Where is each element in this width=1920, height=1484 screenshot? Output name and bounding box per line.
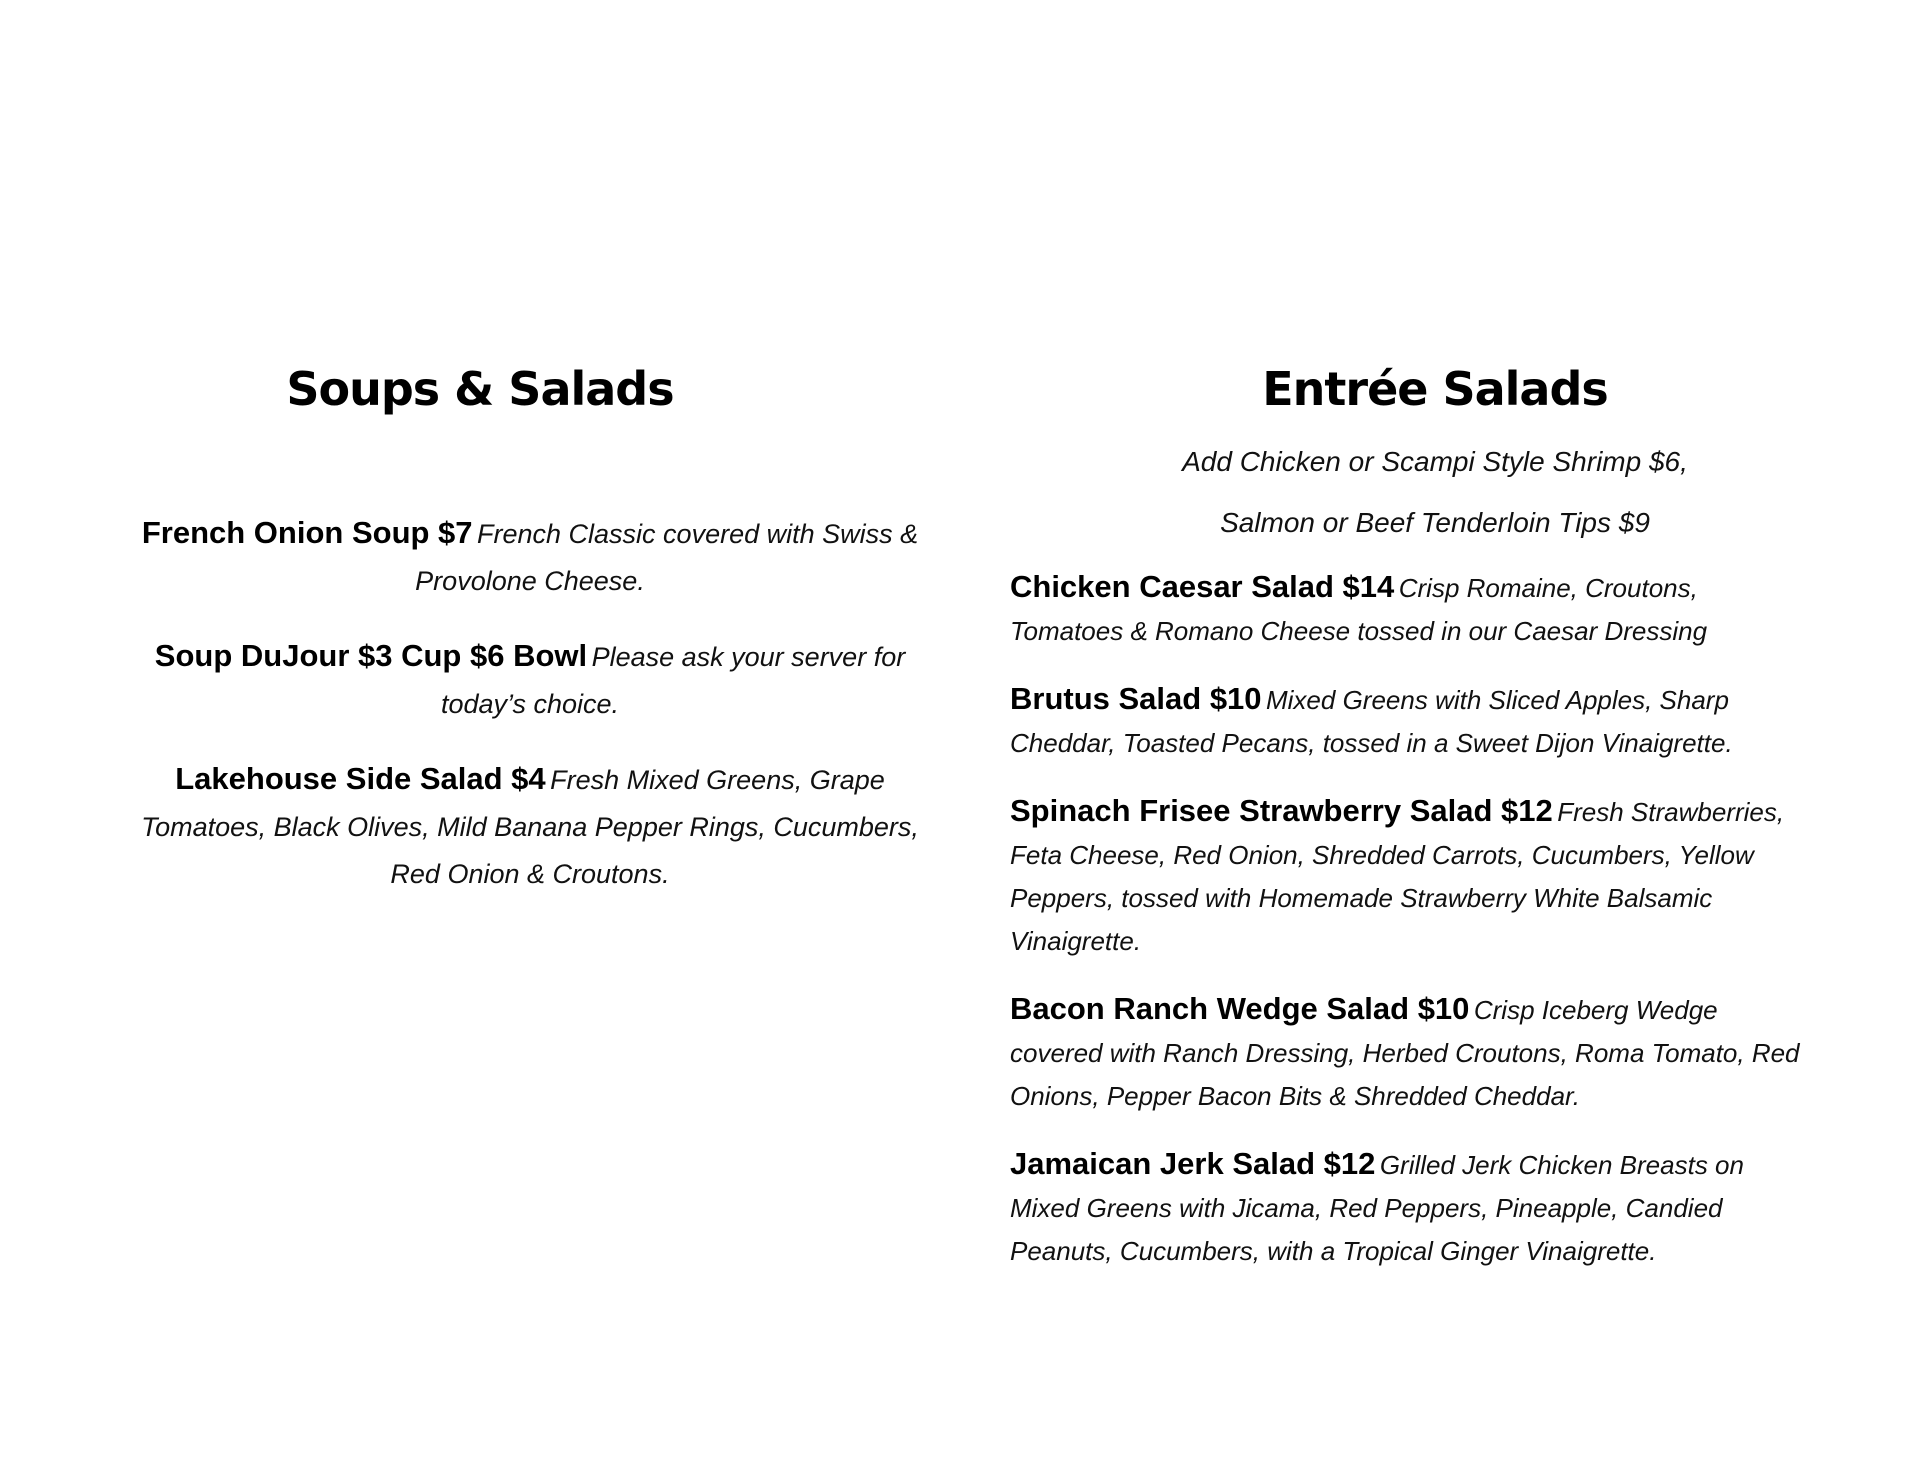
menu-item-description: Fresh Strawberries, Feta Cheese, Red Onion, Shredded Carrots, Cucumbers, Yellow Peppers, tossed with Homemade Strawberry White Balsamic Vinaigrette. <box>1010 797 1785 956</box>
menu-item-description: Grilled Jerk Chicken Breasts on Mixed Greens with Jicama, Red Peppers, Pineapple, Candied Peanuts, Cucumbers, with a Tropical Ginger Vinaigrette. <box>1010 1150 1744 1266</box>
menu-item-chicken-caesar-salad <box>1010 567 1810 655</box>
menu-item-description: Mixed Greens with Sliced Apples, Sharp Cheddar, Toasted Pecans, tossed in a Sweet Dijon Vinaigrette. <box>1010 685 1733 758</box>
menu-item-jamaican-jerk-salad <box>1010 1144 1810 1275</box>
menu-item-lakehouse-side-salad <box>130 758 930 900</box>
menu-item-soup-dujour <box>130 635 930 730</box>
menu-item-description: Please ask your server for today’s choice. <box>440 642 906 719</box>
entree-salads-title: Entrée Salads <box>1262 362 1608 416</box>
menu-item-description: Fresh Mixed Greens, Grape Tomatoes, Black Olives, Mild Banana Pepper Rings, Cucumbers, Red Onion & Croutons. <box>141 765 919 889</box>
menu-item-bacon-ranch-wedge-salad <box>1010 989 1810 1120</box>
menu-item-brutus-salad <box>1010 679 1810 767</box>
menu-item-french-onion-soup <box>130 512 930 607</box>
menu-item-name: French Onion Soup $7 <box>141 515 473 550</box>
menu-item-name: Soup DuJour $3 Cup $6 Bowl <box>154 638 588 673</box>
soups-salads-title: Soups & Salads <box>286 362 674 416</box>
add-protein-note-line2: Salmon or Beef Tenderloin Tips $9 <box>1220 507 1650 538</box>
menu-item-name: Brutus Salad $10 <box>1010 681 1262 716</box>
menu-item-name: Lakehouse Side Salad $4 <box>175 761 546 796</box>
entree-salads-list <box>1010 567 1810 1299</box>
add-protein-note-line1: Add Chicken or Scampi Style Shrimp $6, <box>1182 446 1688 477</box>
soups-salads-list <box>130 512 930 928</box>
menu-item-description: French Classic covered with Swiss & Provolone Cheese. <box>415 519 919 596</box>
menu-item-name: Bacon Ranch Wedge Salad $10 <box>1010 991 1470 1026</box>
menu-item-name: Jamaican Jerk Salad $12 <box>1010 1146 1376 1181</box>
menu-item-spinach-frisee-strawberry-salad <box>1010 791 1810 965</box>
menu-item-name: Spinach Frisee Strawberry Salad $12 <box>1010 793 1553 828</box>
menu-item-name: Chicken Caesar Salad $14 <box>1010 569 1395 604</box>
menu-item-description: Crisp Iceberg Wedge covered with Ranch Dressing, Herbed Croutons, Roma Tomato, Red Onions, Pepper Bacon Bits & Shredded Cheddar. <box>1010 995 1800 1111</box>
menu-item-description: Crisp Romaine, Croutons, Tomatoes & Romano Cheese tossed in our Caesar Dressing <box>1010 573 1708 646</box>
